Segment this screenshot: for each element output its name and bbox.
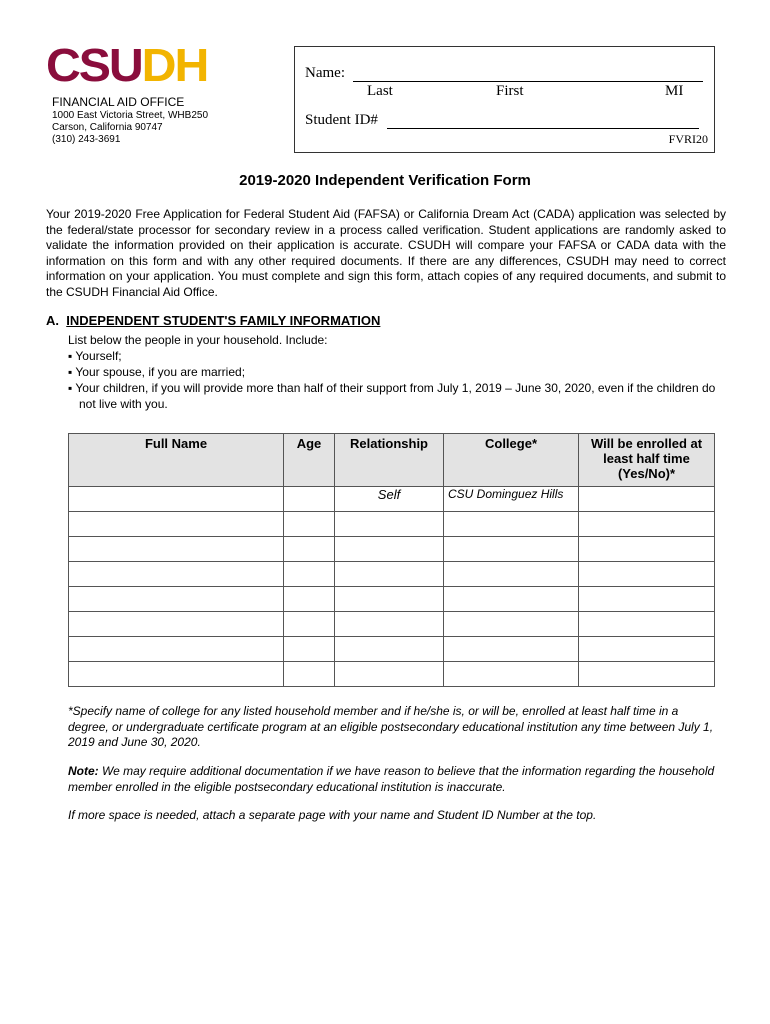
intro-paragraph: Your 2019-2020 Free Application for Federal Student Aid (FAFSA) or California Dream Act (CADA) application was selected by the federal/state processor for secondary review in a process called verification. Student applications are randomly asked to validate the information provided on their application is accurate. CSUDH will compare your FAFSA or CADA data with the information on this form and with any other required documents. If there are any differences, CSUDH may need to correct information on your application. You must complete and sign this form, attach copies of any required documents, and submit to the CSUDH Financial Aid Office.: [46, 207, 726, 299]
cell-college[interactable]: [444, 612, 579, 637]
office-address: [52, 110, 208, 146]
cell-age[interactable]: [284, 487, 335, 512]
cell-age[interactable]: [284, 612, 335, 637]
section-title: INDEPENDENT STUDENT'S FAMILY INFORMATION: [66, 313, 381, 328]
office-name: FINANCIAL AID OFFICE: [52, 95, 185, 109]
page-title: 2019-2020 Independent Verification Form: [239, 172, 531, 189]
cell-enrolled[interactable]: [579, 612, 715, 637]
logo-csu: CSU: [46, 39, 142, 91]
table-row: [69, 562, 715, 587]
cell-relationship[interactable]: [335, 612, 444, 637]
bullet-text: Yourself;: [75, 349, 122, 363]
cell-full-name[interactable]: [69, 662, 284, 687]
cell-age[interactable]: [284, 662, 335, 687]
table-row: [69, 587, 715, 612]
csudh-logo: [46, 39, 208, 91]
cell-age[interactable]: [284, 587, 335, 612]
cell-enrolled[interactable]: [579, 512, 715, 537]
cell-college[interactable]: [444, 562, 579, 587]
cell-relationship[interactable]: Self: [335, 487, 444, 512]
col-full-name: Full Name: [69, 434, 284, 487]
col-enrolled: Will be enrolled at least half time (Yes/No)*: [579, 434, 715, 487]
cell-enrolled[interactable]: [579, 637, 715, 662]
cell-age[interactable]: [284, 512, 335, 537]
cell-full-name[interactable]: [69, 487, 284, 512]
cell-full-name[interactable]: [69, 562, 284, 587]
cell-enrolled[interactable]: [579, 537, 715, 562]
table-row: [69, 537, 715, 562]
table-header-row: [69, 434, 715, 487]
household-table: [68, 433, 715, 687]
cell-relationship[interactable]: [335, 537, 444, 562]
table-row: [69, 637, 715, 662]
cell-relationship[interactable]: [335, 512, 444, 537]
table-row: [69, 487, 715, 512]
section-letter: A.: [46, 313, 59, 328]
phone: (310) 243-3691: [52, 134, 121, 145]
cell-enrolled[interactable]: [579, 562, 715, 587]
cell-full-name[interactable]: [69, 587, 284, 612]
bullet-text: Your children, if you will provide more than half of their support from July 1, 2019 – June 30, 2020, even if the children do not live with you.: [75, 381, 716, 411]
cell-college[interactable]: [444, 662, 579, 687]
cell-enrolled[interactable]: [579, 662, 715, 687]
cell-enrolled[interactable]: [579, 487, 715, 512]
cell-college[interactable]: [444, 512, 579, 537]
last-label: Last: [367, 83, 393, 99]
space-note: If more space is needed, attach a separate page with your name and Student ID Number at the top.: [68, 808, 597, 822]
name-label: Name:: [305, 65, 345, 81]
bullet-item: ▪ Your spouse, if you are married;: [68, 365, 246, 379]
note-text: We may require additional documentation if we have reason to believe that the information regarding the household member enrolled in the eligible postsecondary educational institution is inaccurate.: [68, 764, 715, 794]
bullet-item: ▪ Your children, if you will provide more than half of their support from July 1, 2019 – June 30, 2020, even if the children do not live with you.: [68, 381, 716, 411]
cell-relationship[interactable]: [335, 587, 444, 612]
cell-college[interactable]: CSU Dominguez Hills: [444, 487, 579, 512]
cell-full-name[interactable]: [69, 637, 284, 662]
col-college: College*: [444, 434, 579, 487]
note-paragraph: [68, 764, 718, 795]
bullet-item: ▪ Yourself;: [68, 349, 122, 363]
table-row: [69, 512, 715, 537]
cell-relationship[interactable]: [335, 562, 444, 587]
instruction-text: List below the people in your household. Include:: [68, 333, 328, 347]
cell-relationship[interactable]: [335, 662, 444, 687]
student-id-box: [294, 46, 715, 153]
section-a-heading: [46, 313, 380, 328]
form-code: FVRI20: [668, 132, 708, 146]
name-field[interactable]: [353, 65, 703, 82]
student-id-label: Student ID#: [305, 112, 378, 128]
cell-college[interactable]: [444, 537, 579, 562]
table-row: [69, 612, 715, 637]
college-footnote: *Specify name of college for any listed household member and if he/she is, or will be, enrolled at least half time in a degree, or undergraduate certificate program at an eligible postsecondary educational institution any time between July 1, 2019 and June 30, 2020.: [68, 704, 714, 749]
note-label: Note:: [68, 764, 99, 778]
mi-label: MI: [665, 83, 684, 99]
cell-age[interactable]: [284, 562, 335, 587]
cell-full-name[interactable]: [69, 612, 284, 637]
address-line: 1000 East Victoria Street, WHB250: [52, 110, 209, 121]
col-relationship: Relationship: [335, 434, 444, 487]
cell-age[interactable]: [284, 637, 335, 662]
first-label: First: [496, 83, 524, 99]
table-row: [69, 662, 715, 687]
cell-enrolled[interactable]: [579, 587, 715, 612]
col-age: Age: [284, 434, 335, 487]
student-id-field[interactable]: [387, 112, 699, 129]
cell-full-name[interactable]: [69, 512, 284, 537]
cell-age[interactable]: [284, 537, 335, 562]
logo-dh: DH: [141, 39, 208, 91]
cell-relationship[interactable]: [335, 637, 444, 662]
cell-full-name[interactable]: [69, 537, 284, 562]
household-instructions: [68, 332, 719, 412]
cell-college[interactable]: [444, 637, 579, 662]
cell-college[interactable]: [444, 587, 579, 612]
bullet-text: Your spouse, if you are married;: [75, 365, 246, 379]
address-line: Carson, California 90747: [52, 122, 163, 133]
